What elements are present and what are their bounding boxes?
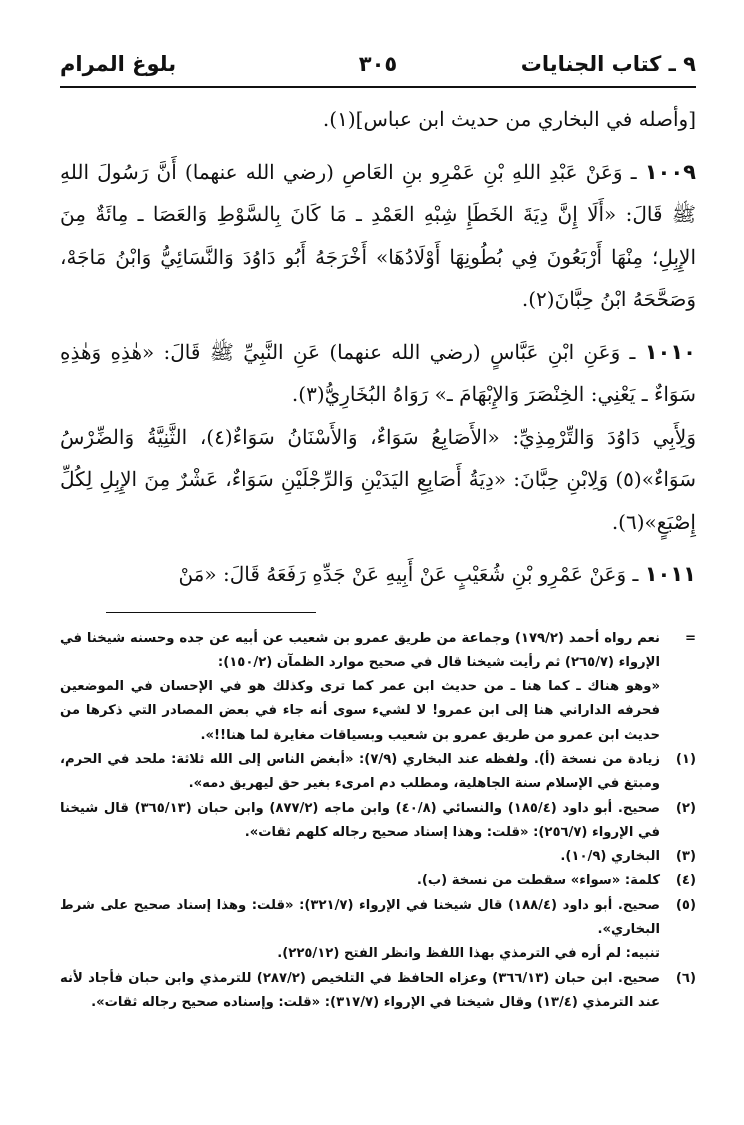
footnote-mark: (٢) [675,800,696,816]
footnotes [60,627,696,1016]
footnote-item [60,797,696,846]
footnote-note: تنبيه: لم أره في الترمذي بهذا اللفظ وانظر الفتح (٢٢٥/١٢). [277,946,660,962]
hadith-text: ـ وَعَنِ ابْنِ عَبَّاسٍ (رضي الله عنهما) عَنِ النَّبِيِّ ﷺ قَالَ: «هٰذِهِ وَهٰذِهِ سَوَاءٌ ـ يَعْنِي: الخِنْصَرَ وَالإِبْهَامَ ـ» رَوَاهُ البُخَارِيُّ(٣). [60,339,696,406]
footnote-quote: «وهو هناك ـ كما هنا ـ من حديث ابن عمر كما ترى وكذلك هو في الإحسان في الموضعين فحرفه الداراني هنا إلى ابن عمرو! لا لشيء سوى أنه جاء في بعض المصادر التي ذكرها من حديث ابن عمرو من طريق عمرو بن شعيب وبسياقات مغايرة لما هنا!!». [60,679,660,743]
footnote-item [60,967,696,1016]
footnote-text: نعم رواه أحمد (١٧٩/٢) وجماعة من طريق عمرو بن شعيب عن أبيه عن جده وحسنه شيخنا في الإرواء (٢٦٥/٧) ثم رأيت شيخنا قال في صحيح موارد الظمآن (١٥٠/٢): [60,630,660,670]
chapter-title: ٩ ـ كتاب الجنايات [520,52,696,76]
hadith-text: ـ وَعَنْ عَمْرِو بْنِ شُعَيْبٍ عَنْ أَبِيهِ عَنْ جَدِّهِ رَفَعَهُ قَالَ: «مَنْ [178,562,639,586]
footnote-mark: = [684,630,696,646]
footnote-text: البخاري (١٠/٩). [560,849,660,865]
hadith-text: ـ وَعَنْ عَبْدِ اللهِ بْنِ عَمْرِو بنِ العَاصِ (رضي الله عنهما) أَنَّ رَسُولَ اللهِ ﷺ قَالَ: «أَلَا إِنَّ دِيَةَ الخَطَإِ شِبْهِ العَمْدِ ـ مَا كَانَ بِالسَّوْطِ وَالعَصَا ـ مِائَةٌ مِنَ الإِبِلِ؛ مِنْهَا أَرْبَعُونَ فِي بُطُونِهَا أَوْلَادُهَا» أَخْرَجَهُ أَبُو دَاوُدَ وَالنَّسَائِيُّ وَابْنُ مَاجَهْ، وَصَحَّحَهُ ابْنُ حِبَّانَ(٢). [60,159,696,311]
footnote-mark: (٦) [675,970,696,986]
footnote-text: صحيح. أبو داود (١٨٨/٤) قال شيخنا في الإرواء (٣٢١/٧): «قلت: وهذا إسناد صحيح على شرط البخاري». [60,897,660,938]
footnote-item [60,748,696,797]
hadith-1010-addition: وَلِأَبِي دَاوُدَ وَالتِّرْمِذِيِّ: «الأَصَابِعُ سَوَاءٌ، وَالأَسْنَانُ سَوَاءٌ(٤)، الثَّنِيَّةُ وَالضِّرْسُ سَوَاءٌ»(٥) وَلِابْنِ حِبَّانَ: «دِيَةُ أَصَابِعِ اليَدَيْنِ وَالرِّجْلَيْنِ سَوَاءٌ، عَشْرٌ مِنَ الإِبِلِ لِكُلِّ إِصْبَعٍ»(٦). [60,424,696,534]
intro-line: [وأصله في البخاري من حديث ابن عباس](١). [322,107,696,131]
footnote-continued [60,627,696,676]
footnote-mark: (٤) [675,873,696,889]
footnote-mark: (٣) [675,849,696,865]
footnote-text: زيادة من نسخة (أ). ولفظه عند البخاري (٧/٩): «أبغض الناس إلى الله ثلاثة: ملحد في الحرم، ومبتغ في الإسلام سنة الجاهلية، ومطلب دم امرىء بغير حق ليهريق دمه». [60,751,660,792]
footnote-item [60,869,696,893]
hadith-1011 [60,553,696,596]
hadith-number: ١٠١١ [644,562,696,586]
footnote-mark: (٥) [675,897,696,913]
footnote-text: صحيح. أبو داود (١٨٥/٤) والنسائي (٤٠/٨) وابن ماجه (٨٧٧/٢) وابن حبان (٣٦٥/١٣) قال شيخنا في الإرواء (٢٥٦/٧): «قلت: وهذا إسناد صحيح رجاله كلهم ثقات». [60,800,660,840]
page-number: ٣٠٥ [358,52,398,76]
hadith-number: ١٠٠٩ [644,159,696,184]
running-header [60,52,696,86]
footnote-mark: (١) [675,751,696,767]
header-rule [60,86,696,88]
footnote-text: كلمة: «سواء» سقطت من نسخة (ب). [416,873,660,889]
footnote-item [60,894,696,943]
book-title: بلوغ المرام [60,52,177,76]
hadith-1009 [60,151,696,321]
footnote-separator [106,612,316,613]
hadith-number: ١٠١٠ [644,339,697,364]
footnote-item [60,845,696,869]
hadith-1010 [60,331,696,416]
main-text [60,98,696,596]
footnote-text: صحيح. ابن حبان (٣٦٦/١٣) وعزاه الحافظ في التلخيص (٢٨٧/٢) للترمذي وابن حبان فأجاد لأنه عند الترمذي (١٣/٤) وقال شيخنا في الإرواء (٣١٧/٧): «قلت: وإسناده صحيح رجاله ثقات». [60,970,660,1010]
page [60,52,696,1015]
